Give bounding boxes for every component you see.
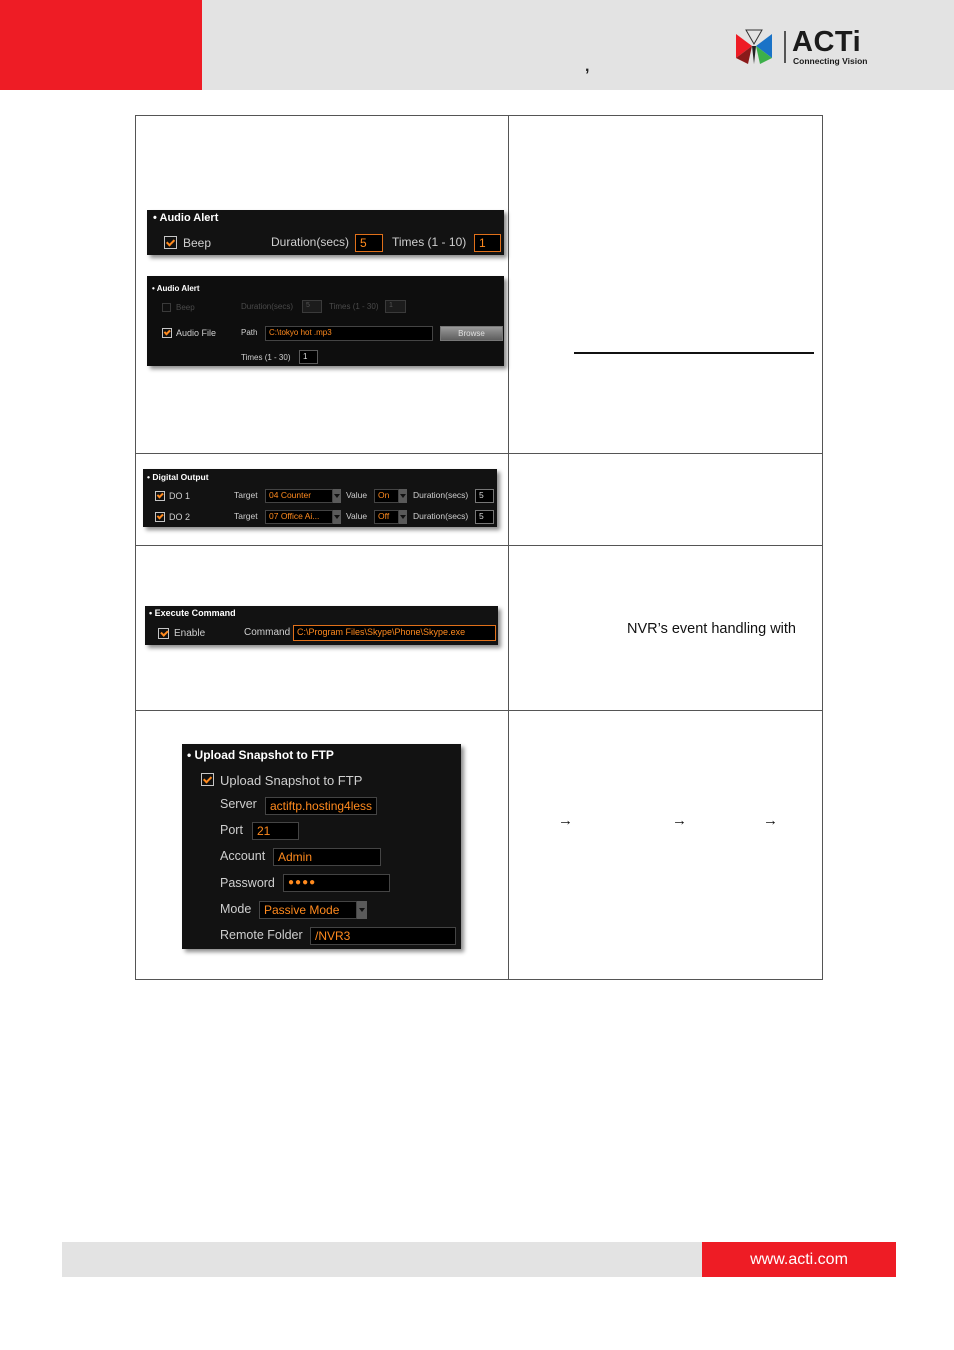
account-label: Account — [220, 849, 266, 863]
audio-file-label: Audio File — [176, 328, 217, 338]
server-label: Server — [220, 797, 257, 811]
do2-value-select[interactable]: Off — [374, 510, 399, 524]
ftp-title: • Upload Snapshot to FTP — [187, 748, 334, 762]
times-label-disabled: Times (1 - 30) — [329, 302, 379, 311]
table-row-divider — [135, 545, 823, 546]
browse-button[interactable]: Browse — [440, 326, 503, 341]
table-row-divider — [135, 710, 823, 711]
remote-folder-input[interactable]: /NVR3 — [310, 927, 456, 945]
underline-rule — [574, 352, 814, 354]
execute-command-description: NVR’s event handling with — [627, 621, 796, 637]
execute-command-panel — [145, 606, 498, 645]
enable-checkbox[interactable] — [158, 628, 169, 639]
arrow-right-icon: → — [763, 812, 778, 829]
logo-tagline: Connecting Vision — [793, 56, 868, 66]
ftp-enable-label: Upload Snapshot to FTP — [220, 773, 363, 788]
chevron-down-icon[interactable] — [399, 510, 407, 524]
chevron-down-icon[interactable] — [333, 489, 341, 503]
audio-alert-file-panel — [147, 276, 504, 366]
digital-output-title: • Digital Output — [147, 472, 209, 482]
port-input[interactable]: 21 — [252, 822, 299, 840]
logo-divider — [784, 31, 786, 63]
duration-label: Duration(secs) — [271, 235, 350, 249]
do2-target-label: Target — [234, 511, 258, 521]
times-label: Times (1 - 10) — [392, 235, 467, 249]
path-label: Path — [241, 328, 258, 337]
file-times-input[interactable]: 1 — [299, 350, 318, 364]
execute-command-title: • Execute Command — [149, 608, 236, 618]
header-red-block — [0, 0, 202, 90]
do1-value-label: Value — [346, 490, 368, 500]
duration-input-disabled[interactable]: 5 — [302, 300, 322, 313]
mode-select[interactable]: Passive Mode — [259, 901, 357, 919]
do2-checkbox[interactable] — [155, 512, 165, 522]
enable-label: Enable — [174, 628, 206, 639]
table-row-divider — [135, 453, 823, 454]
beep-checkbox[interactable] — [164, 236, 177, 249]
chevron-down-icon[interactable] — [333, 510, 341, 524]
beep-checkbox-disabled[interactable] — [162, 303, 171, 312]
logo-text: ACTi — [792, 26, 862, 58]
do2-value-label: Value — [346, 511, 368, 521]
do2-duration-input[interactable]: 5 — [475, 510, 494, 524]
ftp-enable-checkbox[interactable] — [201, 773, 214, 786]
do1-duration-label: Duration(secs) — [413, 490, 469, 500]
password-label: Password — [220, 876, 275, 890]
do2-label: DO 2 — [169, 512, 191, 522]
table-column-divider — [508, 115, 509, 980]
duration-label-disabled: Duration(secs) — [241, 302, 294, 311]
footer-url-link[interactable]: www.acti.com — [750, 1251, 848, 1268]
do1-value-select[interactable]: On — [374, 489, 399, 503]
audio-alert-title: • Audio Alert — [153, 212, 219, 224]
chevron-down-icon[interactable] — [357, 901, 367, 919]
audio-alert-panel — [147, 210, 504, 255]
password-input[interactable]: ●●●● — [283, 874, 390, 892]
do2-duration-label: Duration(secs) — [413, 511, 469, 521]
do1-target-select[interactable]: 04 Counter — [265, 489, 333, 503]
audio-alert-file-title: • Audio Alert — [152, 284, 200, 293]
arrow-right-icon: → — [558, 812, 573, 829]
arrow-right-icon: → — [672, 812, 687, 829]
audio-file-checkbox[interactable] — [162, 328, 172, 338]
duration-input[interactable]: 5 — [355, 234, 383, 252]
digital-output-panel — [143, 469, 497, 527]
do1-label: DO 1 — [169, 491, 191, 501]
port-label: Port — [220, 823, 243, 837]
times-input-disabled[interactable]: 1 — [385, 300, 406, 313]
command-label: Command — [244, 627, 291, 638]
ftp-panel — [182, 744, 461, 949]
server-input[interactable]: actiftp.hosting4less — [265, 797, 377, 815]
do1-duration-input[interactable]: 5 — [475, 489, 494, 503]
file-times-label: Times (1 - 30) — [241, 353, 291, 362]
do1-target-label: Target — [234, 490, 258, 500]
chevron-down-icon[interactable] — [399, 489, 407, 503]
beep-label: Beep — [183, 236, 212, 250]
times-input[interactable]: 1 — [474, 234, 501, 252]
do2-target-select[interactable]: 07 Office Ai... — [265, 510, 333, 524]
beep-label-disabled: Beep — [176, 303, 195, 312]
do1-checkbox[interactable] — [155, 491, 165, 501]
header-comma: , — [585, 58, 590, 75]
account-input[interactable]: Admin — [273, 848, 381, 866]
remote-folder-label: Remote Folder — [220, 928, 303, 942]
path-input[interactable]: C:\tokyo hot .mp3 — [265, 326, 433, 341]
mode-label: Mode — [220, 902, 252, 916]
command-input[interactable]: C:\Program Files\Skype\Phone\Skype.exe — [293, 625, 496, 641]
